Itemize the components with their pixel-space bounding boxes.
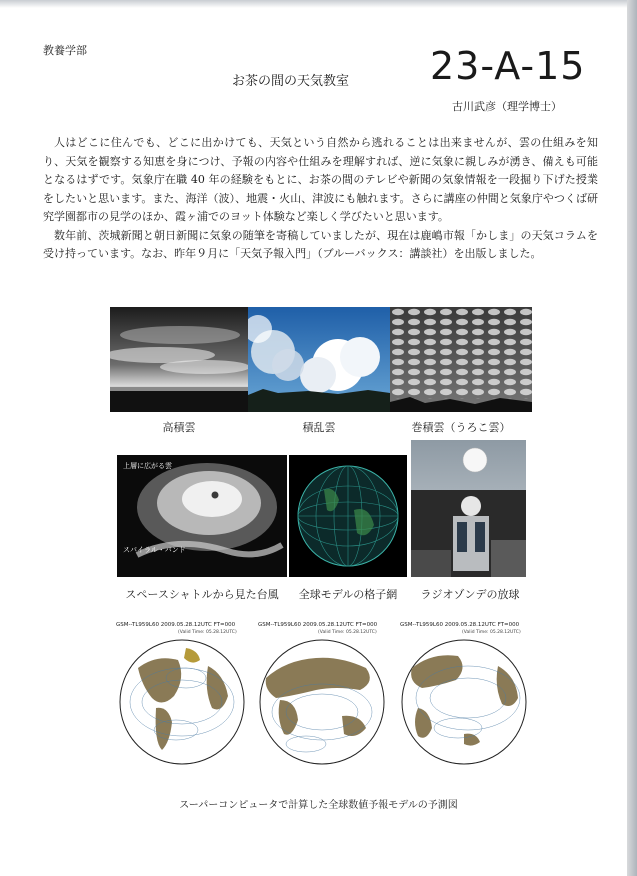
typhoon-label-upper-clouds: 上層に広がる雲 — [123, 462, 172, 470]
photo-cirrocumulus — [390, 307, 532, 412]
photo-radiosonde-launch — [411, 440, 526, 577]
caption-cirrocumulus: 巻積雲（うろこ雲） — [411, 421, 511, 434]
department-label: 教養学部 — [43, 44, 87, 57]
globe-map-pacific — [398, 638, 530, 766]
globe-3-model-label: GSM--TL959L60 2009.05.28.12UTC FT=000 — [400, 622, 520, 628]
document-number: 23-A-15 — [430, 44, 586, 88]
globe-2-model-label: GSM--TL959L60 2009.05.28.12UTC FT=000 — [258, 622, 378, 628]
author-name: 古川武彦（理学博士） — [452, 100, 562, 113]
caption-forecast-model-maps: スーパーコンピュータで計算した全球数値予報モデルの予測図 — [179, 800, 458, 811]
typhoon-label-spiral-band: スパイラル・バンド — [123, 546, 186, 554]
scan-top-edge — [0, 0, 637, 8]
globe-map-indian-ocean — [256, 638, 388, 766]
photo-typhoon — [117, 455, 287, 577]
globe-1-model-label: GSM--TL959L60 2009.05.28.12UTC FT=000 — [116, 622, 236, 628]
photo-altocumulus — [110, 307, 248, 412]
caption-cumulonimbus: 積乱雲 — [302, 421, 336, 434]
paragraph-intro: 人はどこに住んでも、どこに出かけても、天気という自然から逃れることは出来ませんが、雲の仕組みを知り、天気を観察する知恵を身につけ、予報の内容や仕組みを理解すれば、逆に気象に親しみが湧き、備えも可能となるはずです。気象庁在職 40 年の経験をもとに、お茶の間のテレビや新聞の気象情報を一段掘り下げた授業をしたいと思います。また、海洋（波）、地震・火山、津波にも触れます。さらに講座の仲間と気象庁やつくば研究学園都市の見学のほか、霞ヶ浦でのヨット体験など楽しく学びたいと思います。 — [43, 136, 598, 223]
globe-3-valid-time: (Valid Time: 05.28.12UTC) — [462, 630, 521, 635]
page-title: お茶の間の天気教室 — [232, 74, 350, 89]
caption-typhoon: スペースシャトルから見た台風 — [125, 588, 279, 601]
photo-global-model-grid — [289, 455, 407, 577]
photo-cumulonimbus — [248, 307, 390, 412]
scan-right-edge — [627, 0, 637, 876]
caption-altocumulus: 高積雲 — [162, 421, 196, 434]
globe-2-valid-time: (Valid Time: 05.28.12UTC) — [318, 630, 377, 635]
body-text — [43, 134, 598, 264]
globe-map-atlantic — [116, 638, 248, 766]
paragraph-author-note: 数年前、茨城新聞と朝日新聞に気象の随筆を寄稿していましたが、現在は鹿嶋市報「かしま」の天気コラムを受け持っています。なお、昨年９月に「天気予報入門」（ブルーバックス：講談社）を出版しました。 — [43, 228, 598, 260]
caption-radiosonde-launch: ラジオゾンデの放球 — [420, 588, 520, 601]
caption-global-model-grid: 全球モデルの格子網 — [298, 588, 398, 601]
globe-1-valid-time: (Valid Time: 05.28.12UTC) — [178, 630, 237, 635]
